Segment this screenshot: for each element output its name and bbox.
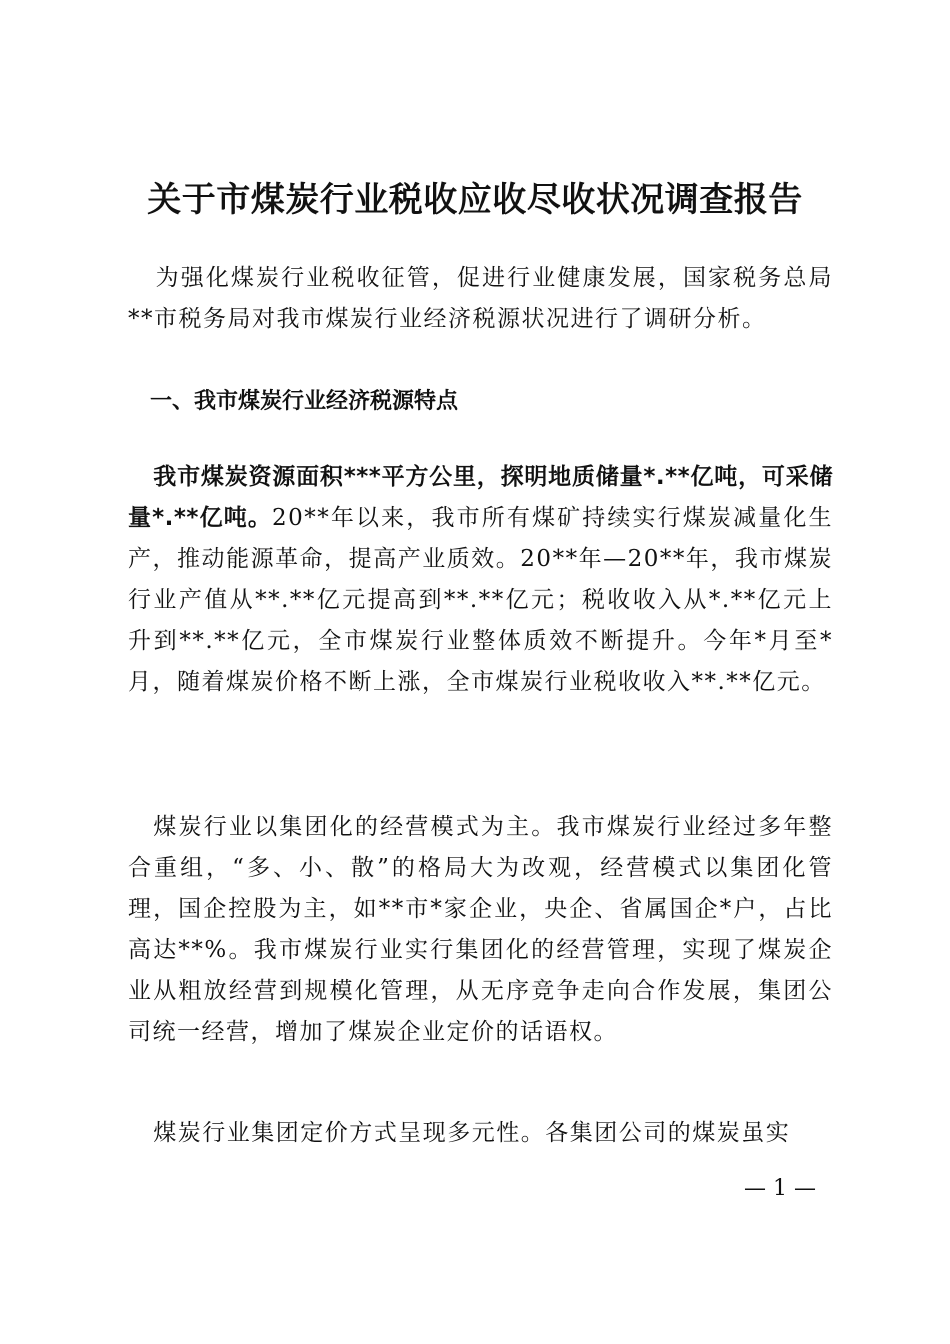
page-number: — 1 — xyxy=(744,1176,816,1201)
section-heading: 一、我市煤炭行业经济税源特点 xyxy=(150,389,459,414)
intro-paragraph: 为强化煤炭行业税收征管，促进行业健康发展，国家税务总局**市税务局对我市煤炭行业经济税源状况进行了调研分析。 xyxy=(128,265,833,332)
paragraph-body-text: 20**年以来，我市所有煤矿持续实行煤炭减量化生产，推动能源革命，提高产业质效。20**年—20**年，我市煤炭行业产值从**.**亿元提高到**.**亿元；税收收入从*.**亿元上升到**.**亿元，全市煤炭行业整体质效不断提升。今年*月至*月，随着煤炭价格不断上涨，全市煤炭行业税收收入**.**亿元。 xyxy=(128,505,833,695)
document-title: 关于市煤炭行业税收应收尽收状况调查报告 xyxy=(147,180,803,220)
section-paragraph-1 xyxy=(128,457,833,703)
section-paragraph-3: 煤炭行业集团定价方式呈现多元性。各集团公司的煤炭虽实 xyxy=(153,1120,791,1146)
paragraph-lead-sentence: 我市煤炭资源面积***平方公里，探明地质储量*.**亿吨，可采储量*.**亿吨。 xyxy=(128,464,833,531)
section-paragraph-2: 煤炭行业以集团化的经营模式为主。我市煤炭行业经过多年整合重组，“多、小、散”的格局大为改观，经营模式以集团化管理，国企控股为主，如**市*家企业，央企、省属国企*户，占比高达**%。我市煤炭行业实行集团化的经营管理，实现了煤炭企业从粗放经营到规模化管理，从无序竞争走向合作发展，集团公司统一经营，增加了煤炭企业定价的话语权。 xyxy=(128,814,833,1045)
